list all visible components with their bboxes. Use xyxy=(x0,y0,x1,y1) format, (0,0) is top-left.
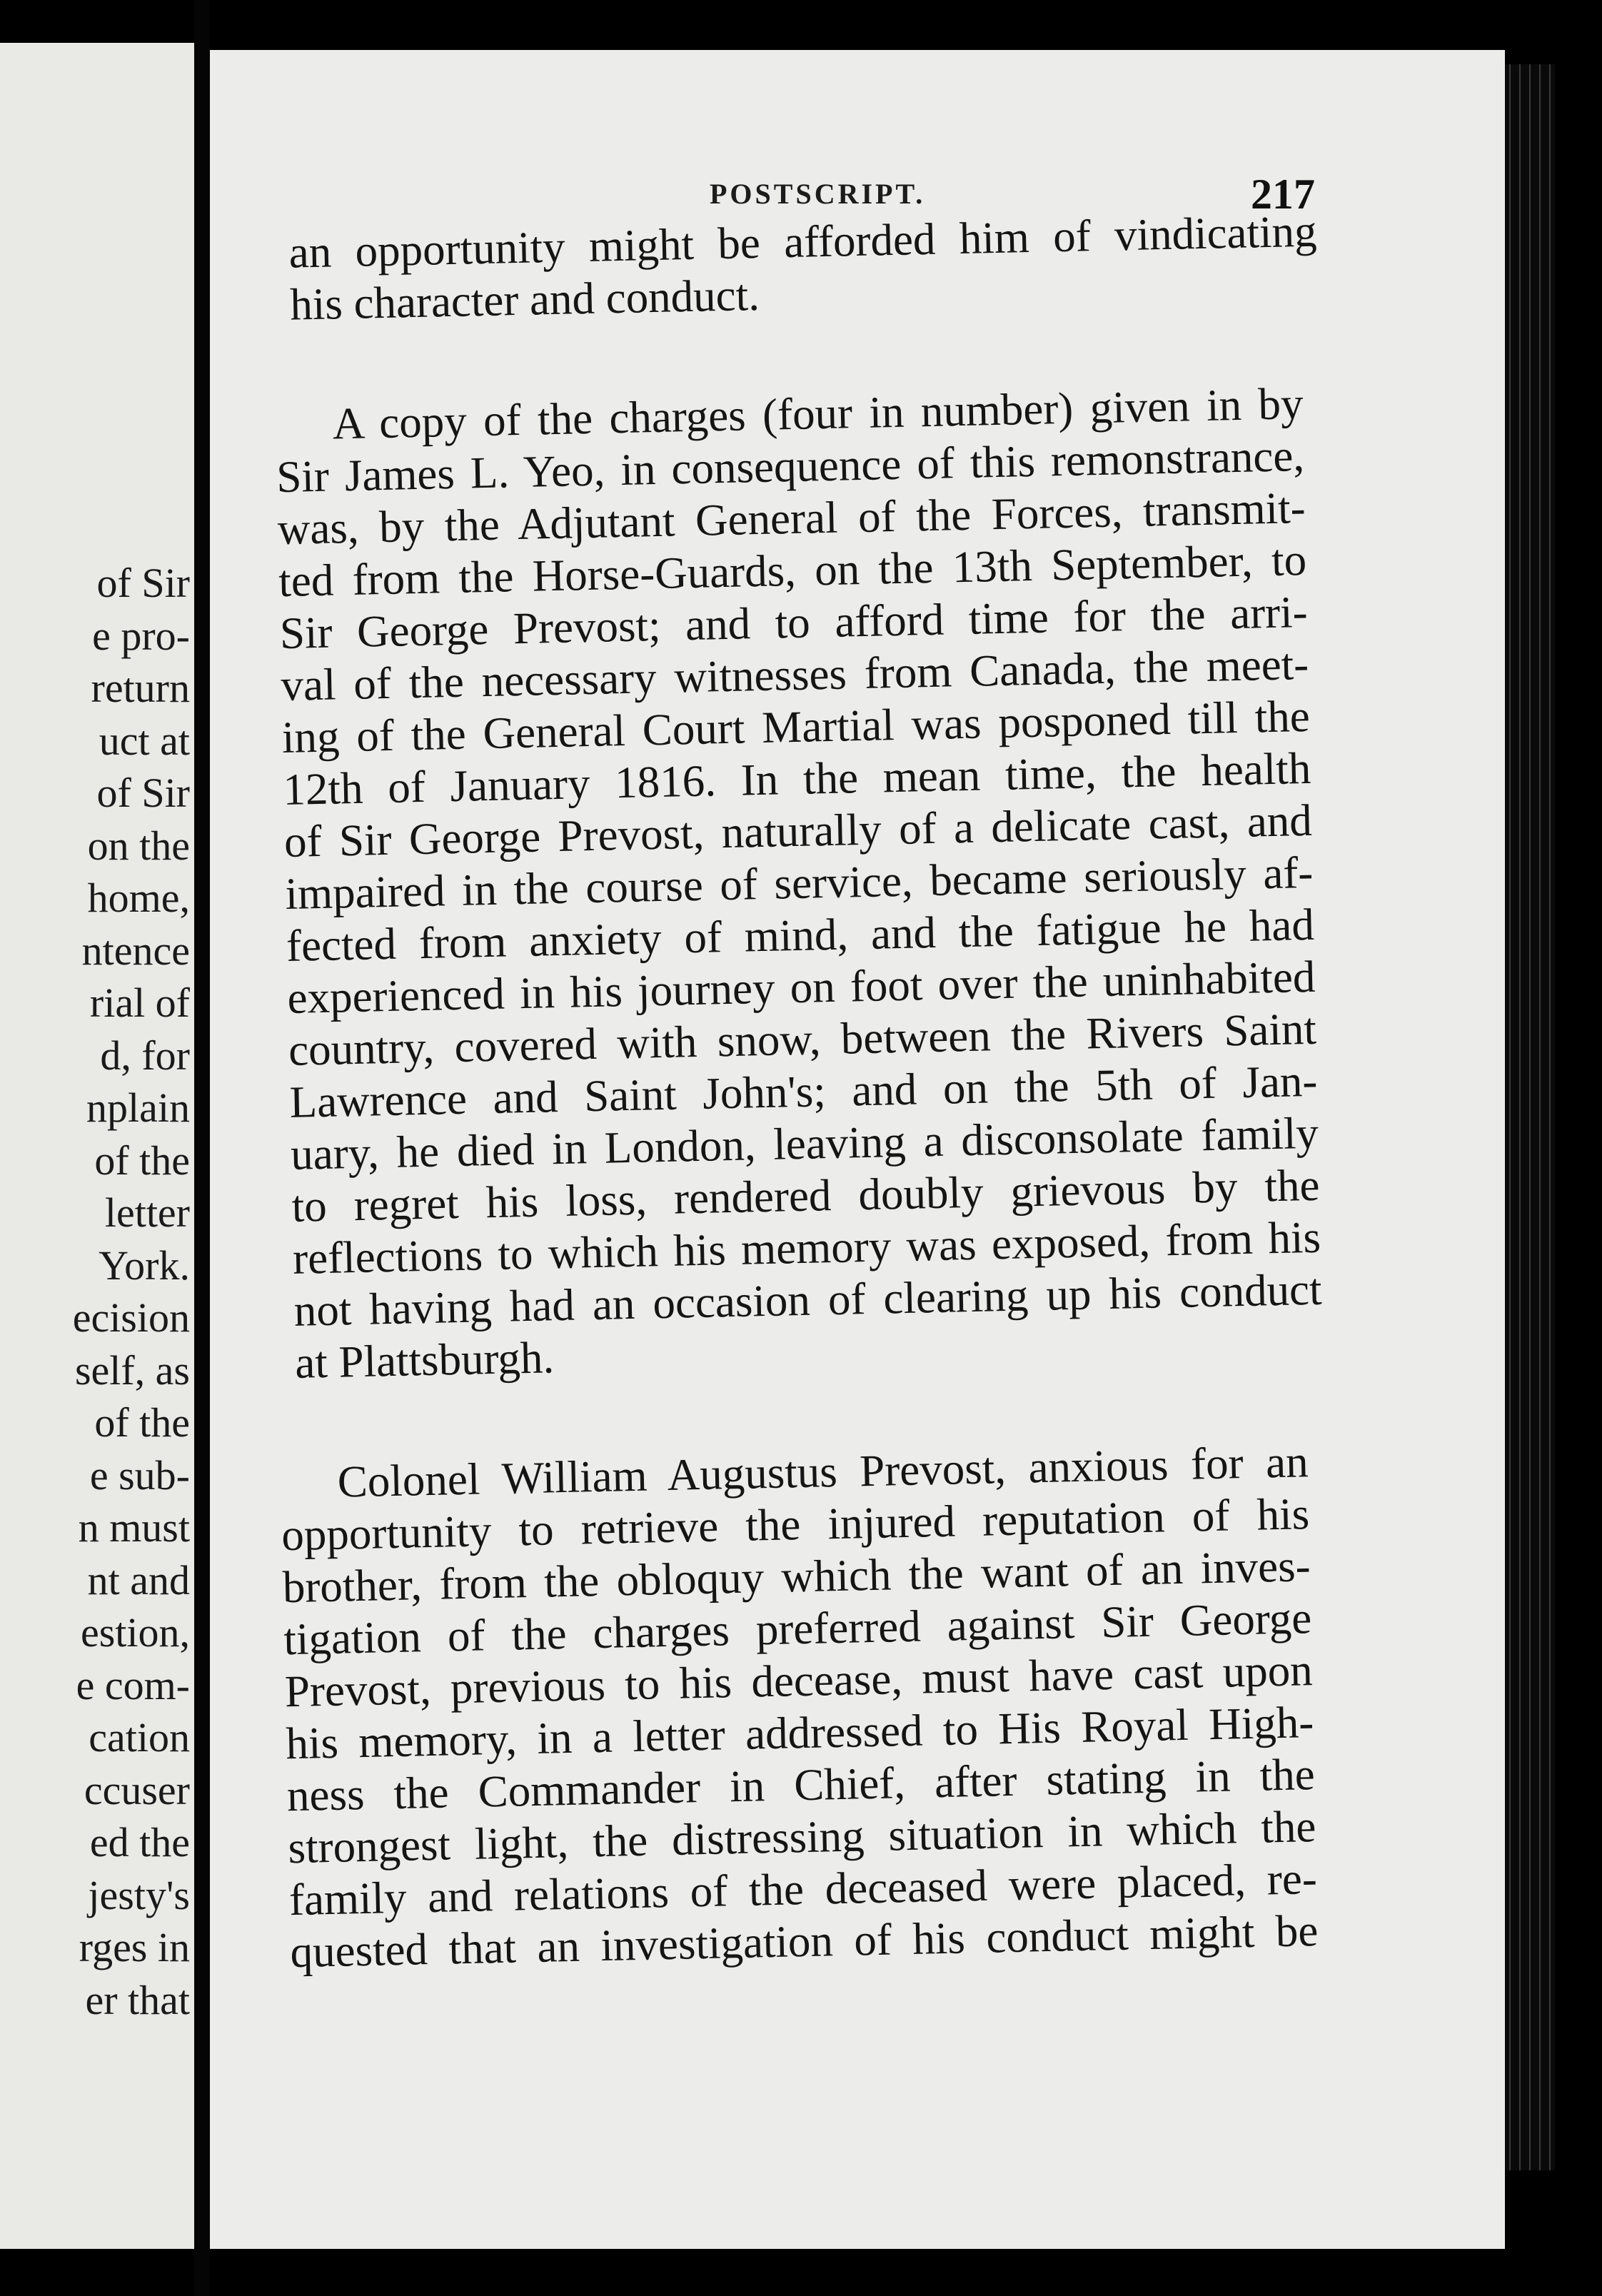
text-line: was, by the Adjutant General of the Forces, transmit- xyxy=(277,482,1306,555)
text-line: at Plattsburgh. xyxy=(294,1332,555,1388)
paragraph xyxy=(275,378,1324,1389)
previous-page-line: rges in xyxy=(79,1924,190,1970)
previous-page-line: of the xyxy=(94,1399,190,1446)
text-line: not having had an occasion of clearing up his conduct xyxy=(293,1264,1323,1336)
previous-page-line: of the xyxy=(94,1137,190,1184)
previous-page-line: return xyxy=(91,665,190,711)
text-line: Prevost, previous to his decease, must have cast upon xyxy=(284,1645,1314,1717)
text-line: experienced in his journey on foot over the uninhabited xyxy=(286,951,1316,1023)
previous-page-line: letter xyxy=(104,1189,190,1236)
page-body xyxy=(210,201,1505,1979)
previous-page-line: self, as xyxy=(74,1346,190,1394)
text-line: his character and conduct. xyxy=(289,269,760,330)
paragraph xyxy=(280,1436,1319,1978)
page-number: 217 xyxy=(1251,171,1315,218)
text-line: family and relations of the deceased were placed, re- xyxy=(288,1853,1318,1925)
text-line: country, covered with snow, between the Rivers Saint xyxy=(288,1003,1317,1075)
previous-page-line: York. xyxy=(99,1242,190,1289)
page-stack-edge xyxy=(1505,64,1555,2170)
text-line: his memory, in a letter addressed to His Royal High- xyxy=(285,1697,1314,1769)
text-line: uary, he died in London, leaving a disconsolate family xyxy=(290,1107,1319,1179)
text-line: impaired in the course of service, became seriously af- xyxy=(284,847,1314,919)
text-line: tigation of the charges preferred against Sir George xyxy=(283,1593,1312,1665)
previous-page-line: n must xyxy=(78,1504,190,1551)
paragraph xyxy=(288,206,1319,331)
text-line: fected from anxiety of mind, and the fatigue he had xyxy=(286,899,1315,971)
previous-page-line: nplain xyxy=(86,1084,190,1131)
text-line: val of the necessary witnesses from Canada, the meet- xyxy=(280,638,1309,711)
text-line: Colonel William Augustus Prevost, anxious for an xyxy=(337,1436,1309,1507)
previous-page-line: of Sir xyxy=(96,770,190,816)
previous-page-line: ecision xyxy=(72,1294,190,1341)
text-line: brother, from the obloquy which the want of an inves- xyxy=(282,1541,1311,1613)
previous-page-lines xyxy=(73,557,190,2026)
running-head: POSTSCRIPT. xyxy=(710,178,926,210)
text-line: 12th of January 1816. In the mean time, the health xyxy=(282,742,1311,815)
text-line: Sir James L. Yeo, in consequence of this remonstrance, xyxy=(276,430,1305,503)
text-line: strongest light, the distressing situation in which the xyxy=(287,1801,1316,1873)
book-page xyxy=(210,50,1505,2249)
previous-page-fragment xyxy=(0,43,197,2249)
previous-page-line: uct at xyxy=(99,717,190,764)
text-line: ness the Commander in Chief, after stating in the xyxy=(286,1749,1316,1821)
previous-page-line: e com- xyxy=(76,1661,190,1708)
text-line: an opportunity might be afforded him of vindicating xyxy=(288,206,1318,278)
previous-page-line: on the xyxy=(87,822,190,869)
text-line: reflections to which his memory was exposed, from his xyxy=(292,1212,1321,1284)
text-line: quested that an investigation of his conduct might be xyxy=(289,1905,1319,1978)
previous-page-line: e pro- xyxy=(92,612,190,659)
previous-page-line: ccuser xyxy=(84,1766,190,1813)
book-gutter xyxy=(194,0,210,2296)
text-line: of Sir George Prevost, naturally of a delicate cast, and xyxy=(283,795,1313,867)
previous-page-line: jesty's xyxy=(88,1871,190,1918)
previous-page-line: d, for xyxy=(100,1032,190,1079)
text-line: ted from the Horse-Guards, on the 13th September, to xyxy=(278,534,1307,607)
previous-page-line: ed the xyxy=(89,1819,190,1866)
previous-page-line: of Sir xyxy=(96,560,190,606)
previous-page-line: cation xyxy=(89,1714,190,1761)
previous-page-line: nt and xyxy=(87,1556,190,1603)
text-line: opportunity to retrieve the injured reputation of his xyxy=(281,1489,1310,1561)
text-line: A copy of the charges (four in number) given in by xyxy=(332,378,1304,449)
text-line: ing of the General Court Martial was posponed till the xyxy=(281,690,1311,763)
previous-page-line: estion, xyxy=(80,1609,190,1656)
text-line: Sir George Prevost; and to afford time for the arri- xyxy=(279,586,1309,659)
previous-page-line: e sub- xyxy=(89,1451,190,1499)
previous-page-line: rial of xyxy=(89,980,190,1026)
text-line: Lawrence and Saint John's; and on the 5th of Jan- xyxy=(288,1055,1319,1127)
previous-page-line: er that xyxy=(85,1976,190,2023)
previous-page-line: home, xyxy=(87,875,190,921)
previous-page-line: ntence xyxy=(81,927,190,974)
text-line: to regret his loss, rendered doubly grievous by the xyxy=(291,1159,1321,1232)
